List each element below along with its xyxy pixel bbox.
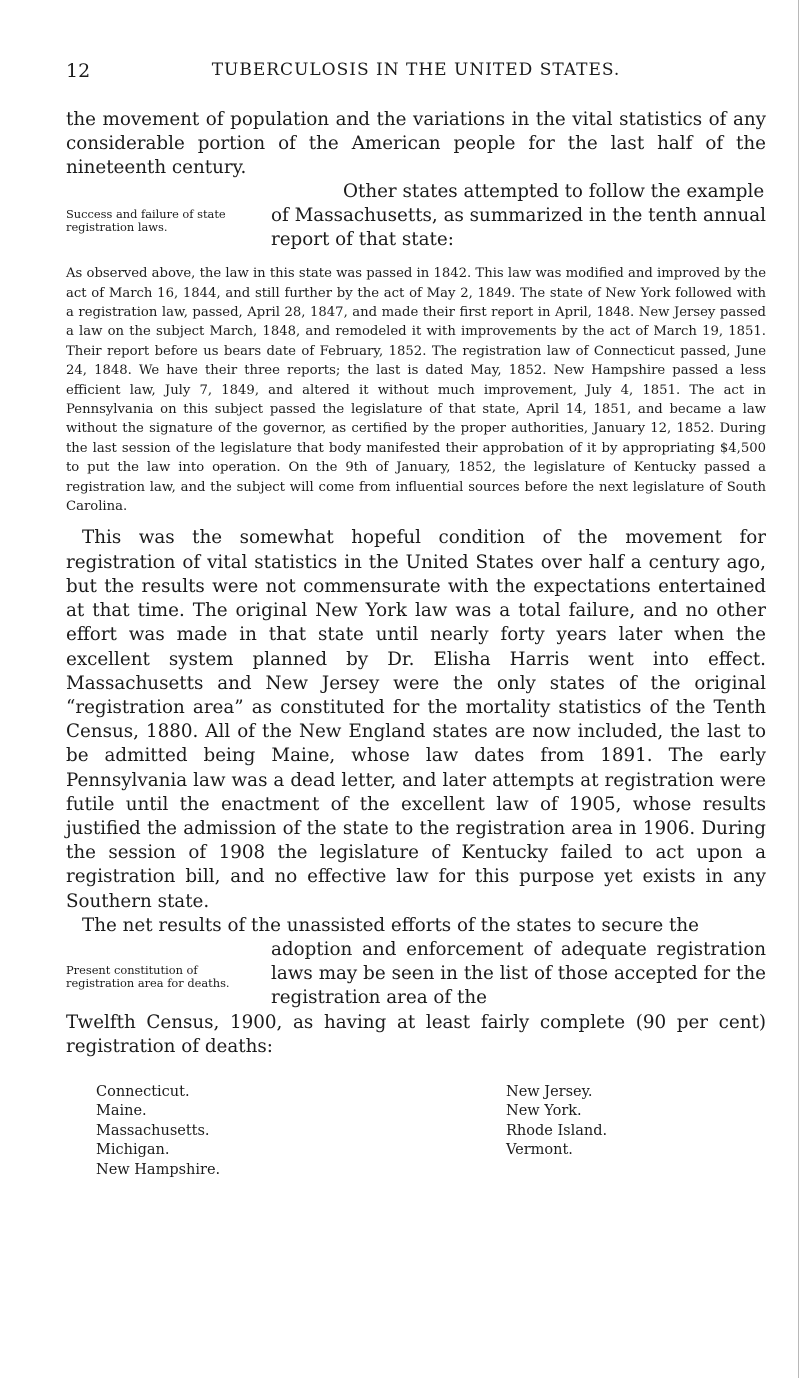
paragraph-4-first-line: The net results of the unassisted efforts of the states to secure the [82,914,699,936]
sidenote-block-2 [66,938,766,1011]
list-item: New Jersey. [506,1083,593,1100]
sidenote-block-1 [66,204,766,252]
paragraph-2-text: of Massachusetts, as summarized in the tenth annual report of that state: [271,205,766,251]
page-body [66,108,766,1180]
page-number: 12 [66,60,91,82]
paragraph-4-rest: Twelfth Census, 1900, as having at least fairly complete (90 per cent) registration of deaths: [66,1011,766,1057]
states-list [96,1083,766,1181]
list-item: Michigan. [96,1142,170,1159]
quoted-report: As observed above, the law in this state was passed in 1842. This law was modified and improved by the act of March 16, 1844, and still further by the act of May 2, 1849. The state of New York followed with a registration law, passed, April 28, 1847, and made their first report in April, 1848. New Jersey passed a law on the subject March, 1848, and remodeled it with improvements by the act of March 19, 1851. Their report before us bears date of February, 1852. The registration law of Connecticut passed, June 24, 1848. We have their three reports; the last is dated May, 1852. New Hampshire passed a less efficient law, July 7, 1849, and altered it without much improvement, July 4, 1851. The act in Pennsylvania on this subject passed the legislature of that state, April 14, 1851, and became a law without the signature of the governor, as certified by the proper authorities, January 12, 1852. During the last session of the legislature that body manifested their approbation of it by appropriating $4,500 to put the law into operation. On the 9th of January, 1852, the legislature of Kentucky passed a registration law, and the subject will come from influential sources before the next legislature of South Carolina. [66,266,766,515]
states-column-2 [506,1083,607,1181]
paragraph-2-first-line: Other states attempted to follow the example [343,181,765,202]
list-item: Massachusetts. [96,1122,210,1139]
list-item: Maine. [96,1103,147,1120]
paragraph-4-side: adoption and enforcement of adequate registration laws may be seen in the list of those accepted for the registration area of the [271,938,766,1009]
list-item: New York. [506,1103,582,1120]
list-item: New Hampshire. [96,1161,221,1178]
page-edge-rule [798,0,799,1378]
states-column-1 [96,1083,506,1181]
running-title: TUBERCULOSIS IN THE UNITED STATES. [211,60,621,80]
sidenote-registration-area: Present constitution of registration area for deaths. [66,962,230,990]
page-header [66,60,766,84]
paragraph-3: This was the somewhat hopeful condition of the movement for registration of vital statistics in the United States over half a century ago, but the results were not commensurate with the expectations entertained at that time. The original New York law was a total failure, and no other effort was made in that state until nearly forty years later when the excellent system planned by Dr. Elisha Harris went into effect. Massachusetts and New Jersey were the only states of the original “registration area” as constituted for the mortality statistics of the Tenth Census, 1880. All of the New England states are now included, the last to be admitted being Maine, whose law dates from 1891. The early Pennsylvania law was a dead letter, and later attempts at registration were futile until the enactment of the excellent law of 1905, whose results justified the admission of the state to the registration area in 1906. During the session of 1908 the legislature of Kentucky failed to act upon a registration bill, and no effective law for this purpose yet exists in any Southern state. [66,527,766,912]
paragraph-continuation: the movement of population and the variations in the vital statistics of any considerable portion of the American people for the last half of the nineteenth century. [66,109,766,178]
sidenote-registration-laws: Success and failure of state registration laws. [66,207,226,235]
list-item: Vermont. [506,1142,573,1159]
list-item: Rhode Island. [506,1122,608,1139]
list-item: Connecticut. [96,1083,190,1100]
